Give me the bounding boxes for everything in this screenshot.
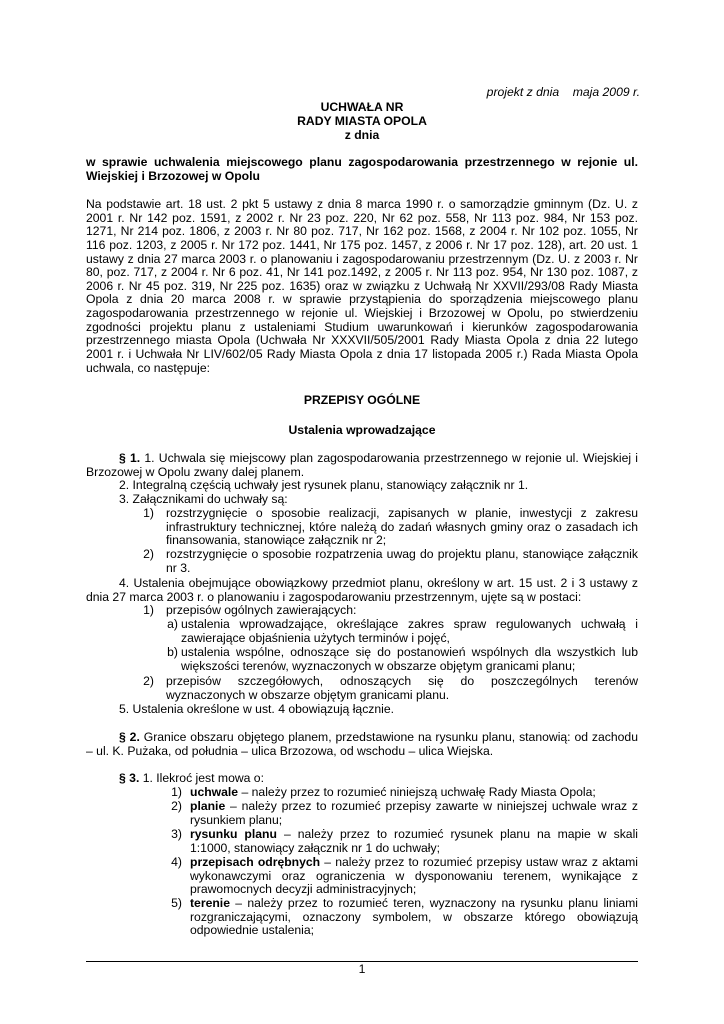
par2-text: Granice obszaru objętego planem, przedstawione na rysunku planu, stanowią: od zachodu – ul. K. Pużaka, od południa – ulica Brzozowa, od wschodu – ulica Wiejska. (86, 730, 638, 758)
par1-label: § 1. (119, 451, 141, 465)
definition-text (190, 828, 638, 855)
sub-list-item-letter: b) (167, 645, 178, 659)
par1-point5: 5. Ustalenia określone w ust. 4 obowiązują łącznie. (119, 702, 395, 716)
definition-text (190, 800, 638, 827)
par3-label: § 3. (119, 771, 140, 785)
par2-label: § 2. (119, 730, 140, 744)
par1-point1-text: 1. Uchwala się miejscowy plan zagospodarowania przestrzennego w rejonie ul. Wiejskiej i Brzozowej w Opolu zwany dalej planem. (86, 451, 638, 479)
par1-point1 (86, 452, 638, 479)
definition-text (190, 897, 638, 938)
definition-body: – należy przez to rozumieć rysunek planu na mapie w skali 1:1000, stanowiący załącznik nr 1 do uchwały; (190, 827, 639, 855)
par3-intro (86, 772, 638, 786)
title-line-1: UCHWAŁA NR (320, 100, 404, 114)
definition-term: rysunku planu (190, 827, 277, 841)
definition-body: – należy przez to rozumieć teren, wyznaczony na rysunku planu liniami rozgraniczającymi, oznaczony symbolem, w obszarze którego obowiązują odpowiednie ustalenia; (190, 896, 638, 938)
resolution-subject: w sprawie uchwalenia miejscowego planu zagospodarowania przestrzennego w rejonie ul. Wiejskiej i Brzozowej w Opolu (86, 155, 638, 183)
sub-list-item-text: ustalenia wspólne, odnoszące się do postanowień wspólnych dla wszystkich lub większości terenów, wyznaczonych w obszarze objętym granicami planu; (181, 645, 638, 673)
sub-list-item-letter: a) (167, 617, 178, 631)
definition-body: – należy przez to rozumieć przepisy ustaw wraz z aktami wykonawczymi oraz ograniczenia w dysponowaniu terenem, wynikające z prawomocnych decyzji administracyjnych; (190, 855, 638, 897)
definition-text (190, 786, 638, 800)
title-line-3: z dnia (344, 128, 380, 142)
definition-term: terenie (190, 896, 230, 910)
par2 (86, 731, 638, 758)
section-heading-intro: Ustalenia wprowadzające (288, 423, 436, 437)
title-line-2: RADY MIASTA OPOLA (297, 114, 427, 128)
definition-number: 1) (171, 785, 182, 799)
list-item-text: przepisów ogólnych zawierających: (166, 603, 357, 617)
legal-basis: Na podstawie art. 18 ust. 2 pkt 5 ustawy z dnia 8 marca 1990 r. o samorządzie gminnym (Dz. U. z 2001 r. Nr 142 poz. 1591, z 2002 r. Nr 23 poz. 220, Nr 62 poz. 558, Nr 113 poz. 984, Nr 153 poz. 1271, Nr 214 poz. 1806, z 2003 r. Nr 80 poz. 717, Nr 162 poz. 1568, z 2004 r. Nr 102 poz. 1055, Nr 116 poz. 1203, z 2005 r. Nr 172 poz. 1441, Nr 175 poz. 1457, z 2006 r. Nr 17 poz. 128), art. 20 ust. 1 ustawy z dnia 27 marca 2003 r. o planowaniu i zagospodarowaniu przestrzennym (Dz. U. z 2003 r. Nr 80, poz. 717, z 2004 r. Nr 6 poz. 41, Nr 141 poz.1492, z 2005 r. Nr 113 poz. 954, Nr 130 poz. 1087, z 2006 r. Nr 45 poz. 319, Nr 225 poz. 1635) oraz w związku z Uchwałą Nr XXVII/293/08 Rady Miasta Opola z dnia 20 marca 2008 r. w sprawie przystąpienia do sporządzenia miejscowego planu zagospodarowania przestrzennego w rejonie ul. Wiejskiej i Brzozowej w Opolu, po stwierdzeniu zgodności projektu planu z ustaleniami Studium uwarunkowań i kierunków zagospodarowania przestrzennego miasta Opola (Uchwała Nr XXXVII/505/2001 Rady Miasta Opola z dnia 22 lutego 2001 r. i Uchwała Nr LIV/602/05 Rady Miasta Opola z dnia 17 listopada 2005 r.) Rada Miasta Opola uchwala, co następuje: (86, 197, 638, 375)
list-item-text: przepisów szczegółowych, odnoszących się do poszczególnych terenów wyznaczonych w obszarze objętym granicami planu. (166, 674, 638, 702)
definition-term: planie (190, 799, 226, 813)
definition-number: 4) (171, 855, 182, 869)
definition-number: 3) (171, 827, 182, 841)
definition-body: – należy przez to rozumieć niniejszą uchwałę Rady Miasta Opola; (238, 785, 596, 799)
par1-point4: 4. Ustalenia obejmujące obowiązkowy przedmiot planu, określony w art. 15 ust. 2 i 3 ustawy z dnia 27 marca 2003 r. o planowaniu i zagospodarowaniu przestrzennym, ujęte są w postaci: (86, 576, 638, 604)
list-item-number: 2) (143, 674, 154, 688)
definition-term: uchwale (190, 785, 239, 799)
section-heading-general: PRZEPISY OGÓLNE (303, 393, 421, 407)
sub-list-item-text: ustalenia wprowadzające, określające zakres spraw regulowanych uchwałą i zawierające objaśnienia użytych terminów i pojęć, (181, 617, 638, 645)
resolution-title (86, 100, 638, 142)
page-number: 1 (358, 962, 366, 976)
list-item-number: 1) (143, 506, 154, 520)
par1-point3: 3. Załącznikami do uchwały są: (119, 492, 288, 506)
list-item-text: rozstrzygnięcie o sposobie realizacji, zapisanych w planie, inwestycji z zakresu infrastruktury technicznej, które należą do zadań własnych gminy oraz o zasadach ich finansowania, stanowiące załącznik nr 2; (166, 506, 638, 548)
list-item-text: rozstrzygnięcie o sposobie rozpatrzenia uwag do projektu planu, stanowiące załącznik nr 3. (166, 547, 638, 575)
par3-intro-text: 1. Ilekroć jest mowa o: (139, 771, 264, 785)
par1-point2: 2. Integralną częścią uchwały jest rysunek planu, stanowiący załącznik nr 1. (119, 478, 529, 492)
definition-text (190, 856, 638, 897)
definition-body: – należy przez to rozumieć przepisy zawarte w niniejszej uchwale wraz z rysunkiem planu; (190, 799, 638, 827)
list-item-number: 2) (143, 547, 154, 561)
definition-number: 5) (171, 896, 182, 910)
list-item-number: 1) (143, 603, 154, 617)
definition-number: 2) (171, 799, 182, 813)
draft-note: projekt z dnia maja 2009 r. (486, 85, 640, 99)
definition-term: przepisach odrębnych (190, 855, 321, 869)
